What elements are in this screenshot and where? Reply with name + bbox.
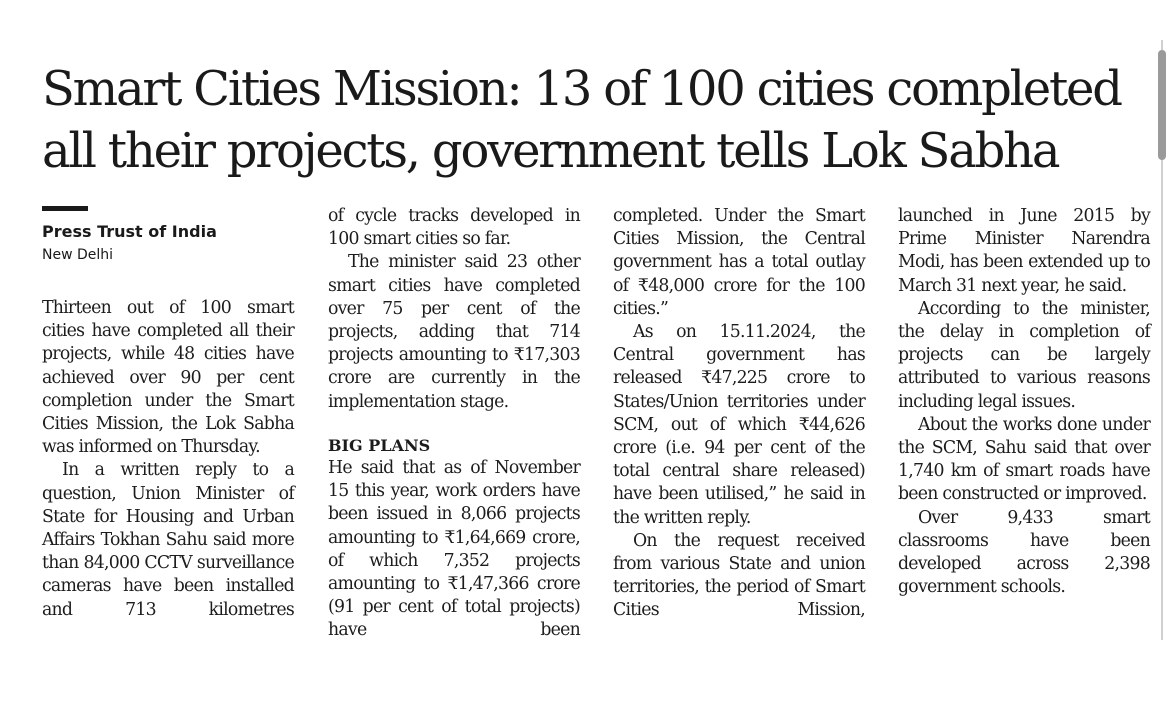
article-paragraph: According to the minister, the delay in completion of projects can be largely attributed to various reasons including legal issues. bbox=[898, 298, 1150, 412]
scrollbar-thumb[interactable] bbox=[1158, 50, 1166, 160]
article-paragraph: Thirteen out of 100 smart cities have completed all their projects, while 48 cities have achieved over 90 per cent completion under the Smart Cities Mission, the Lok Sabha was informed on Thursday. bbox=[42, 298, 294, 458]
article-paragraph: About the works done under the SCM, Sahu said that over 1,740 km of smart roads have been constructed or improved. bbox=[898, 414, 1150, 505]
section-heading: BIG PLANS bbox=[328, 435, 431, 455]
article-column-4 bbox=[898, 205, 1150, 599]
article-paragraph: As on 15.11.2024, the Central government has released ₹47,225 crore to States/Union territories under SCM, out of which ₹44,626 crore (i.e. 94 per cent of the total central share released) have been utilised,” he said in the written reply. bbox=[613, 322, 865, 528]
byline-agency: Press Trust of India bbox=[42, 222, 217, 241]
article-paragraph: On the request received from various State and union territories, the period of Smart Cities Mission, bbox=[613, 530, 865, 621]
byline-rule bbox=[42, 206, 88, 211]
article-paragraph: Over 9,433 smart classrooms have been developed across 2,398 government schools. bbox=[898, 507, 1150, 598]
vertical-scrollbar[interactable] bbox=[1158, 40, 1166, 640]
article-column-1 bbox=[42, 297, 294, 622]
article-paragraph: He said that as of November 15 this year, work orders have been issued in 8,066 projects amounting to ₹1,64,669 crore, of which 7,352 projects amounting to ₹1,47,366 crore (91 per cent of total projects) have been bbox=[328, 458, 580, 641]
byline-dateline: New Delhi bbox=[42, 247, 114, 263]
headline: Smart Cities Mission: 13 of 100 cities completed all their projects, government tells Lok Sabha bbox=[42, 61, 1121, 179]
article-column-3 bbox=[613, 205, 865, 623]
article-paragraph: The minister said 23 other smart cities have completed over 75 per cent of the projects, adding that 714 projects amounting to ₹17,303 crore are currently in the implementation stage. bbox=[328, 252, 580, 412]
article-paragraph: completed. Under the Smart Cities Mission, the Central government has a total outlay of ₹48,000 crore for the 100 cities.” bbox=[613, 206, 865, 319]
article-paragraph: of cycle tracks developed in 100 smart cities so far. bbox=[328, 206, 580, 250]
article-paragraph: launched in June 2015 by Prime Minister Narendra Modi, has been extended up to March 31 next year, he said. bbox=[898, 206, 1150, 296]
article-paragraph: In a written reply to a question, Union Minister of State for Housing and Urban Affairs Tokhan Sahu said more than 84,000 CCTV surveillance cameras have been installed and 713 kilometres bbox=[42, 460, 294, 620]
article-column-2 bbox=[328, 205, 580, 643]
cropped-previous-text bbox=[0, 0, 1170, 6]
